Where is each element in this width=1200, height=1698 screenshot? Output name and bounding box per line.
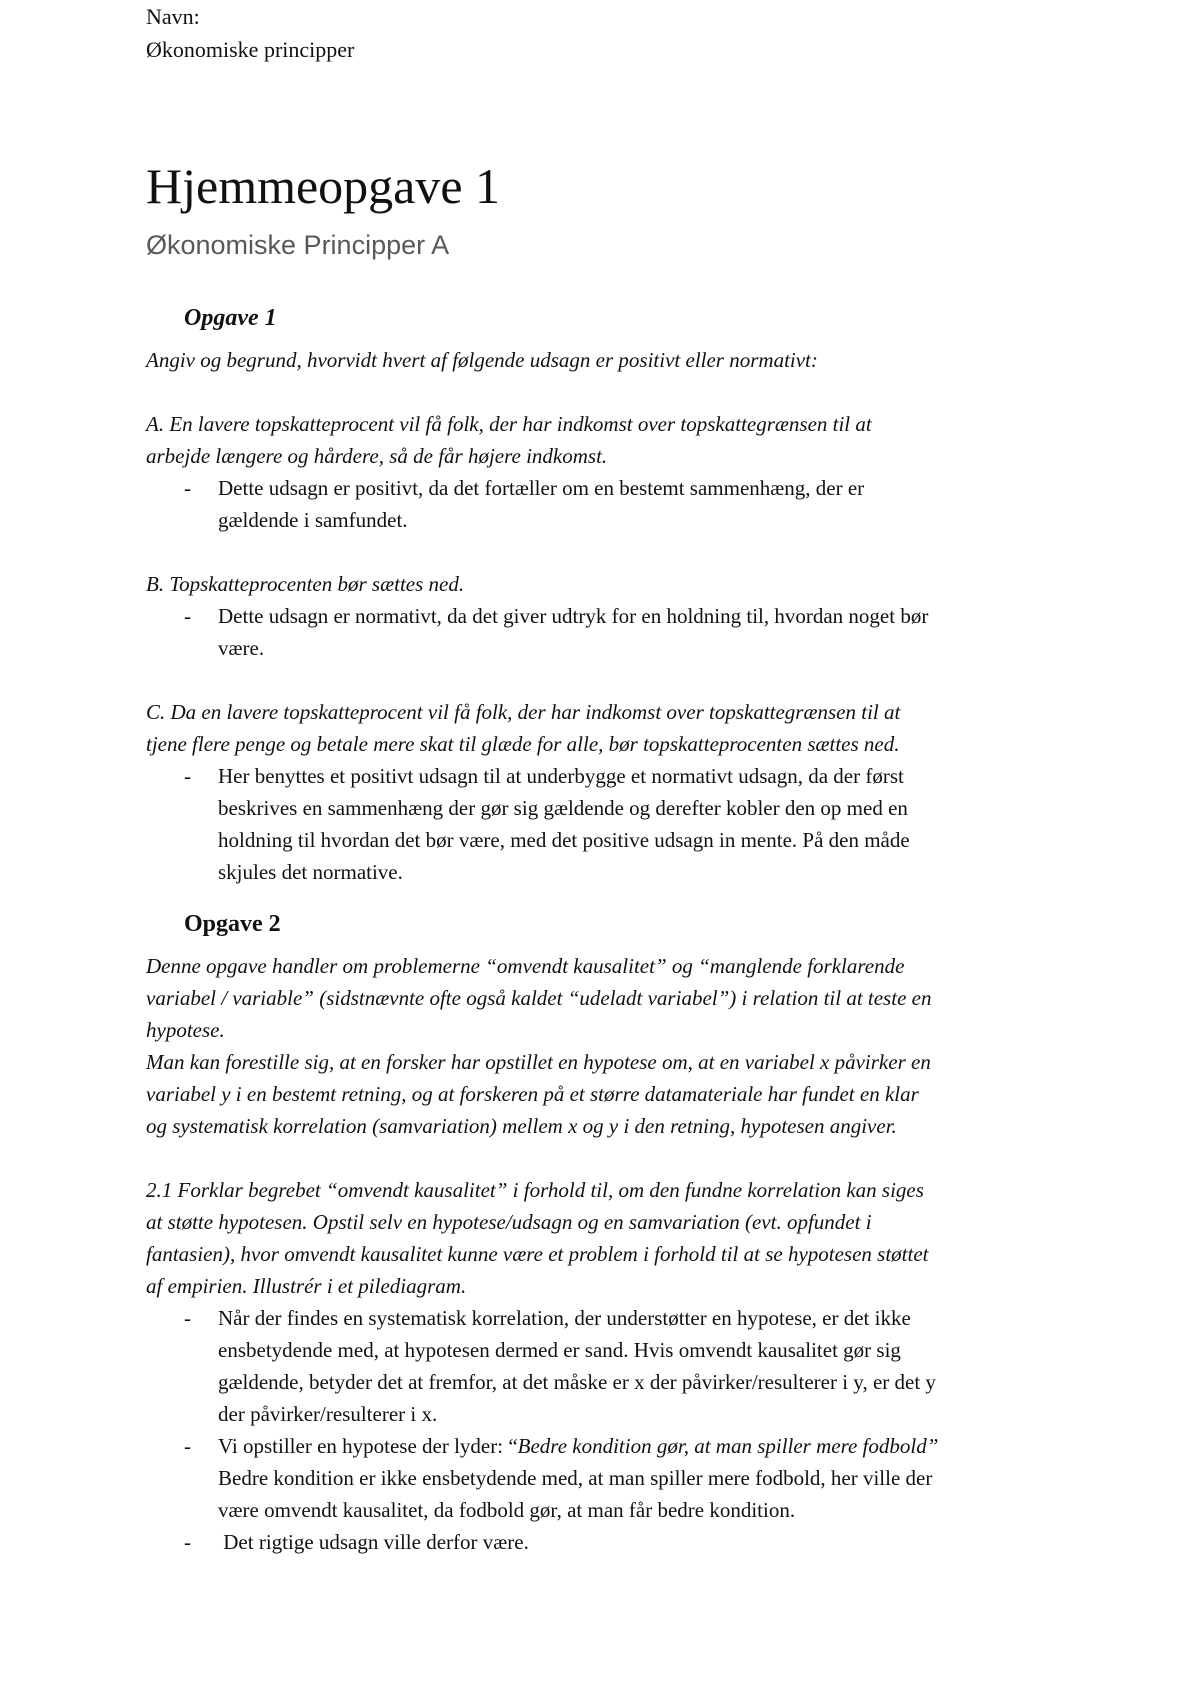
course-label: Økonomiske principper (146, 37, 355, 62)
bullet-dash: - (184, 476, 191, 500)
header (146, 0, 354, 66)
hypothesis-suffix: ” (926, 1434, 939, 1458)
name-label: Navn: (146, 4, 200, 29)
answer-c-line: Her benyttes et positivt udsagn til at underbygge et normativt udsagn, da der først (218, 764, 904, 788)
task-intro: Angiv og begrund, hvorvidt hvert af følgende udsagn er positivt eller normativt: (146, 348, 818, 372)
answer-c-line: skjules det normative. (218, 860, 403, 884)
answer-line: Det rigtige udsagn ville derfor være. (218, 1530, 529, 1554)
answer-line: Bedre kondition er ikke ensbetydende med, at man spiller mere fodbold, her ville der (218, 1466, 933, 1490)
question-2-1-line: at støtte hypotesen. Opstil selv en hypotese/udsagn og en samvariation (evt. opfundet i (146, 1210, 872, 1234)
question-2-1-line: af empirien. Illustrér i et pilediagram. (146, 1274, 467, 1298)
section-heading-opgave-1: Opgave 1 (184, 305, 277, 331)
section-opgave-2 (146, 904, 1066, 1558)
page-title: Hjemmeopgave 1 (146, 158, 501, 214)
statement-a-line: A. En lavere topskatteprocent vil få folk, der har indkomst over topskattegrænsen til at (146, 412, 872, 436)
answer-line: gældende, betyder det at fremfor, at det måske er x der påvirker/resulterer i y, er det y (218, 1370, 936, 1394)
statement-a-line: arbejde længere og hårdere, så de får højere indkomst. (146, 444, 608, 468)
answer-line: være omvendt kausalitet, da fodbold gør, at man får bedre kondition. (218, 1498, 796, 1522)
context-paragraph-line: og systematisk korrelation (samvariation) mellem x og y i den retning, hypotesen angiver. (146, 1114, 897, 1138)
answer-b-line: være. (218, 636, 265, 660)
section-opgave-1 (146, 298, 1066, 888)
bullet-dash: - (184, 1306, 191, 1330)
answer-c-line: beskrives en sammenhæng der gør sig gældende og derefter kobler den op med en (218, 796, 908, 820)
bullet-dash: - (184, 764, 191, 788)
question-2-1-line: fantasien), hvor omvendt kausalitet kunne være et problem i forhold til at se hypotesen støttet (146, 1242, 929, 1266)
answer-line: ensbetydende med, at hypotesen dermed er sand. Hvis omvendt kausalitet gør sig (218, 1338, 901, 1362)
intro-paragraph-line: Denne opgave handler om problemerne “omvendt kausalitet” og “manglende forklarende (146, 954, 905, 978)
statement-c-line: C. Da en lavere topskatteprocent vil få folk, der har indkomst over topskattegrænsen til at (146, 700, 901, 724)
page-subtitle: Økonomiske Principper A (146, 230, 450, 260)
answer-a (146, 472, 1066, 536)
answer-c-line: holdning til hvordan det bør være, med det positive udsagn in mente. På den måde (218, 828, 910, 852)
answer-a-line: gældende i samfundet. (218, 508, 408, 532)
answer-line (218, 1430, 1066, 1462)
section-heading-opgave-2: Opgave 2 (184, 911, 281, 937)
hypothesis-prefix: Vi opstiller en hypotese der lyder: “ (218, 1434, 518, 1458)
intro-paragraph-line: variabel / variable” (sidstnævnte ofte også kaldet “udeladt variabel”) i relation til at teste en (146, 986, 932, 1010)
answer-c (146, 760, 1066, 888)
bullet-dash: - (184, 604, 191, 628)
context-paragraph-line: Man kan forestille sig, at en forsker har opstillet en hypotese om, at en variabel x påvirker en (146, 1050, 931, 1074)
answer-b (146, 600, 1066, 664)
answer-bullet-3 (146, 1526, 1066, 1558)
statement-c-line: tjene flere penge og betale mere skat til glæde for alle, bør topskatteprocenten sættes ned. (146, 732, 900, 756)
bullet-dash: - (184, 1530, 191, 1554)
hypothesis-quote: Bedre kondition gør, at man spiller mere fodbold (517, 1434, 927, 1458)
statement-b: B. Topskatteprocenten bør sættes ned. (146, 572, 465, 596)
intro-paragraph-line: hypotese. (146, 1018, 225, 1042)
bullet-dash: - (184, 1434, 191, 1458)
answer-bullet-1 (146, 1302, 1066, 1430)
answer-bullet-2 (146, 1430, 1066, 1526)
answer-line: Når der findes en systematisk korrelation, der understøtter en hypotese, er det ikke (218, 1306, 911, 1330)
answer-a-line: Dette udsagn er positivt, da det fortæller om en bestemt sammenhæng, der er (218, 476, 865, 500)
document-body (146, 298, 1066, 1558)
question-2-1-line: 2.1 Forklar begrebet “omvendt kausalitet” i forhold til, om den fundne korrelation kan siges (146, 1178, 924, 1202)
context-paragraph-line: variabel y i en bestemt retning, og at forskeren på et større datamateriale har fundet en klar (146, 1082, 919, 1106)
answer-line: der påvirker/resulterer i x. (218, 1402, 438, 1426)
answer-b-line: Dette udsagn er normativt, da det giver udtryk for en holdning til, hvordan noget bør (218, 604, 929, 628)
